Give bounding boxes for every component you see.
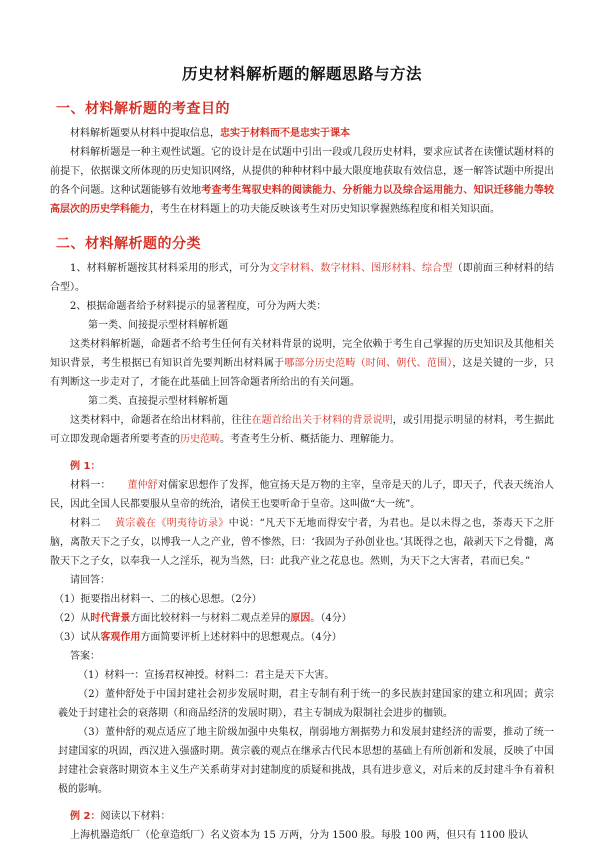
s1-p2-emphasis: 考查考生驾驭史料的阅读能力、分析能力以及综合运用能力、知识迁移能力等较高层次的历史学科能力 [50,185,555,215]
answer-3: （3）董仲舒的观点适应了地主阶级加强中央集权，削弱地方割据势力和发展封建经济的需要，推动了统一封建国家的巩固，西汉进入强盛时期。黄宗羲的观点在继承古代民本思想的基础上有所创新和发展，反映了中国封建社会衰落时期资本主义生产关系萌芽对封建制度的质疑和挑战，具有进步意义，对后来的反封建斗争有着积极的影响。 [58,727,554,795]
example-1-label: 例 1： [70,461,101,472]
c2-emphasis-2: 历史范畴 [180,434,220,445]
question-2-emphasis-2: 原因 [290,613,311,624]
question-2-emphasis-1: 时代背景 [90,613,131,624]
material-1-name: 董仲舒 [127,480,158,491]
section-2-heading: 二、材料解析题的分类 [56,236,201,252]
s1-p1-text: 材料解析题要从材料中提取信息， [70,128,220,139]
s1-p2-text-end: ，考生在材料题上的功夫能反映该考生对历史知识掌握熟练程度和相关知识面。 [150,204,500,215]
category-2-body [50,411,554,449]
c1-emphasis: 哪部分历史范畴（时间、朝代、范围） [284,358,453,369]
question-3-emphasis: 客观作用 [100,632,141,643]
c2-text: 这类材料中，命题者在给出材料前，往往 [70,415,252,426]
section-1-heading: 一、材料解析题的考查目的 [56,101,230,117]
material-1-text: 对儒家思想作了发挥，他宣扬天是万物的主宰，皇帝是天的儿子，即天子，代表天统治人民，因此全国人民都要服从皇帝的统治，诸侯王也要听命于皇帝。这叫做“大一统”。 [50,480,555,510]
question-1: （1）扼要指出材料一、二的核心思想。（2分） [54,594,262,605]
s2-paragraph-2: 2、根据命题者给予材料提示的显著程度，可分为两大类： [70,301,327,312]
c1-text-end: ，这是关键的一步，只有判断这一步走对了，才能在此基础上回答命题者所给出的有关问题。 [50,358,555,388]
s1-paragraph-2 [50,143,554,219]
category-1-title: 第一类、间接提示型材料解析题 [88,320,228,331]
s1-p1-emphasis: 忠实于材料而不是忠实于课本 [220,128,350,139]
s1-paragraph-1 [50,124,554,143]
c1-text: 这类材料解析题，命题者不给考生任何有关材料背景的说明，完全依赖于考生自己掌握的历史知识及其他相关知识背景，考生根据已有知识首先要判断出材料属于 [50,339,554,369]
c2-text-end: 。考查考生分析、概括能力、理解能力。 [220,434,400,445]
material-2 [50,514,554,571]
material-2-name: 黄宗羲在《明夷待访录》 [115,518,229,529]
example-2-text: 上海机器造纸厂（伦章造纸厂）名义资本为 15 万两，分为 1500 股。每股 100 两，但只有 1100 股认 [70,830,529,841]
ask-label: 请回答： [70,575,110,586]
s2-p1-text: 1、材料解析题按其材料采用的形式，可分为 [70,263,270,274]
answer-label: 答案： [70,651,100,662]
document-title: 历史材料解析题的解题思路与方法 [181,64,422,83]
c2-text-mid: ，或引用提示明显的材料，考生据此可立即发现命题者所要考查的 [50,415,555,445]
example-2-label: 例 2： [70,811,101,822]
answer-2: （2）董仲舒处于中国封建社会初步发展时期，君主专制有利于统一的多民族封建国家的建立和巩固；黄宗羲处于封建社会的衰落期（和商品经济的发展时期），君主专制成为限制社会进步的枷锁。 [58,689,554,719]
s2-p1-text-end: （即前面三种材料的结合型）。 [50,263,554,293]
material-2-text: 中说：“凡天下无地而得安宁者，为君也。是以未得之也，荼毒天下之肝脑，离散天下之子女，以博我一人之产业，曾不惨然，曰：‘我固为子孙创业也。’其既得之也，敲剥天下之骨髓，离散天下之子女，以奉我一人之淫乐，视为当然，曰：此我产业之花息也。然则，为天下之大害者，君而已矣。” [50,518,555,567]
material-2-label: 材料二 [70,518,101,529]
category-1-body [50,335,554,392]
s1-p2-text: 材料解析题是一种主观性试题。它的设计是在试题中引出一段或几段历史材料，要求应试者在读懂试题材料的前提下，依据课文所体现的历史知识网络，从提供的种种材料中最大限度地获取有效信息，逐一解答试题中所提出的各个问题。这种试题能够有效地 [50,147,554,196]
material-1 [50,476,554,514]
s2-paragraph-1 [50,259,554,297]
example-2-intro: 阅读以下材料： [100,811,171,822]
answer-1: （1）材料一：宣扬君权神授。材料二：君主是天下大害。 [78,670,335,681]
c2-emphasis-1: 在题首给出关于材料的背景说明 [251,415,393,426]
example-2 [50,807,554,826]
s2-p1-emphasis: 文字材料、数字材料、图形材料、综合型 [269,263,453,274]
question-2: （2）从时代背景方面比较材料一与材料二观点差异的原因。（4分） [54,613,352,624]
question-3: （3）试从客观作用方面简要评析上述材料中的思想观点。（4分） [54,632,342,643]
category-2-title: 第二类、直接提示型材料解析题 [88,396,228,407]
material-1-label: 材料一： [70,480,111,491]
